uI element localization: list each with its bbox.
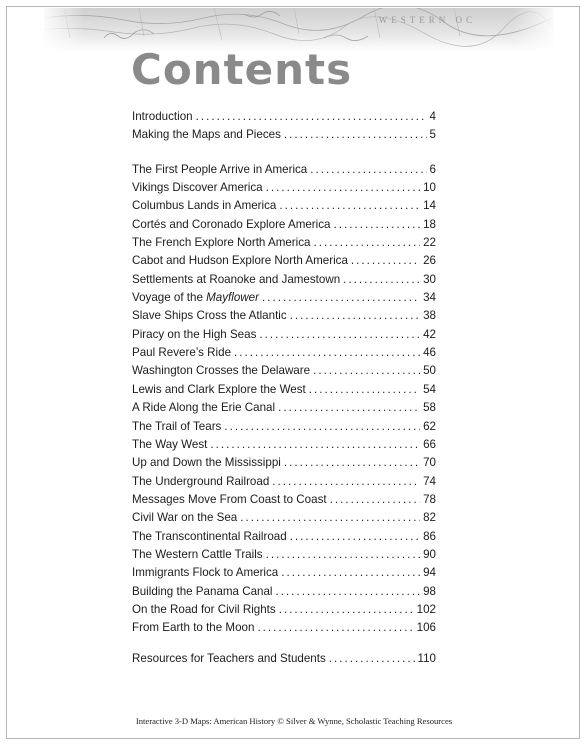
toc-entry-title: Washington Crosses the Delaware — [132, 364, 311, 378]
dot-leader — [234, 346, 420, 359]
toc-row — [132, 254, 436, 272]
dot-leader — [266, 181, 421, 194]
toc-chapter-group — [132, 163, 436, 640]
dot-leader — [276, 585, 421, 598]
toc-entry-title: Messages Move From Coast to Coast — [132, 492, 327, 506]
toc-row — [132, 401, 436, 419]
dot-leader — [259, 328, 420, 341]
toc-entry-title: A Ride Along the Erie Canal — [132, 401, 276, 415]
dot-leader — [240, 511, 420, 524]
toc-entry-title: Columbus Lands in America — [132, 199, 277, 213]
table-of-contents — [132, 110, 436, 670]
dot-leader — [279, 199, 420, 212]
dot-leader — [224, 420, 420, 433]
toc-page-number: 70 — [423, 456, 436, 470]
toc-entry-title: Introduction — [132, 110, 193, 123]
toc-row — [132, 199, 436, 217]
toc-row — [132, 328, 436, 346]
toc-row — [132, 603, 436, 621]
toc-entry-title: Vikings Discover America — [132, 181, 263, 195]
toc-page-number: 74 — [423, 474, 436, 488]
dot-leader — [330, 493, 421, 506]
toc-entry-title-italic: Mayflower — [206, 291, 259, 305]
toc-entry-title: Immigrants Flock to America — [132, 566, 279, 580]
toc-row — [132, 493, 436, 511]
dot-leader — [279, 603, 414, 616]
toc-page-number: 10 — [423, 181, 436, 195]
dot-leader — [257, 621, 413, 634]
toc-page-number: 98 — [423, 584, 436, 598]
toc-row — [132, 548, 436, 566]
toc-entry-title: The Western Cattle Trails — [132, 547, 263, 561]
toc-row — [132, 438, 436, 456]
dot-leader — [278, 401, 420, 414]
toc-page-number: 54 — [423, 382, 436, 396]
toc-entry-title: Building the Panama Canal — [132, 584, 273, 598]
dot-leader — [281, 566, 420, 579]
toc-entry-title: Piracy on the High Seas — [132, 327, 257, 341]
toc-back-group — [132, 652, 436, 670]
dot-leader — [284, 128, 427, 141]
toc-page-number: 30 — [423, 272, 436, 286]
dot-leader — [343, 273, 420, 286]
toc-page-number: 42 — [423, 327, 436, 341]
toc-row — [132, 364, 436, 382]
toc-entry-title: The Trail of Tears — [132, 419, 222, 433]
map-text: WESTERN OC — [378, 15, 476, 25]
toc-entry-title: Making the Maps and Pieces — [132, 128, 281, 142]
toc-entry-title: The French Explore North America — [132, 236, 311, 250]
toc-row — [132, 456, 436, 474]
toc-row — [132, 291, 436, 309]
page-footer: Interactive 3-D Maps: American History © Silver & Wynne, Scholastic Teaching Resources — [135, 716, 453, 726]
toc-page-number: 46 — [423, 346, 436, 360]
toc-entry-title: Settlements at Roanoke and Jamestown — [132, 272, 341, 286]
toc-row — [132, 420, 436, 438]
dot-leader — [290, 309, 420, 322]
toc-page-number: 22 — [423, 236, 436, 250]
dot-leader — [196, 110, 427, 123]
toc-page-number: 50 — [423, 364, 436, 378]
dot-leader — [313, 364, 420, 377]
toc-row — [132, 511, 436, 529]
dot-leader — [266, 548, 421, 561]
toc-row — [132, 181, 436, 199]
toc-front-group — [132, 110, 436, 147]
toc-page-number: 110 — [417, 651, 436, 665]
toc-row — [132, 128, 436, 146]
dot-leader — [329, 652, 415, 665]
toc-page-number: 4 — [429, 110, 436, 123]
toc-entry-title: Cabot and Hudson Explore North America — [132, 254, 348, 268]
toc-entry-title: Up and Down the Mississippi — [132, 456, 281, 470]
toc-page-number: 26 — [423, 254, 436, 268]
dot-leader — [309, 383, 420, 396]
dot-leader — [290, 530, 420, 543]
toc-row — [132, 530, 436, 548]
section-spacer — [132, 640, 436, 652]
toc-entry-title: The Underground Railroad — [132, 474, 270, 488]
toc-entry-title: Paul Revere’s Ride — [132, 346, 232, 360]
toc-row — [132, 621, 436, 639]
toc-page-number: 106 — [416, 621, 436, 635]
toc-entry-title: From Earth to the Moon — [132, 621, 255, 635]
toc-row — [132, 163, 436, 181]
toc-row — [132, 110, 436, 128]
toc-page-number: 94 — [423, 566, 436, 580]
toc-page-number: 38 — [423, 309, 436, 323]
dot-leader — [314, 236, 421, 249]
toc-entry-title: Lewis and Clark Explore the West — [132, 382, 306, 396]
toc-page-number: 5 — [429, 128, 436, 142]
toc-row — [132, 566, 436, 584]
toc-page-number: 66 — [423, 437, 436, 451]
toc-entry-title — [132, 291, 259, 304]
toc-page-number: 82 — [423, 511, 436, 525]
toc-row — [132, 346, 436, 364]
toc-entry-title: Resources for Teachers and Students — [132, 651, 326, 665]
dot-leader — [310, 163, 426, 176]
toc-page-number: 18 — [423, 217, 436, 231]
toc-page-number: 86 — [423, 529, 436, 543]
toc-page-number: 102 — [416, 602, 436, 616]
toc-entry-title: On the Road for Civil Rights — [132, 602, 276, 616]
dot-leader — [272, 475, 420, 488]
toc-row — [132, 383, 436, 401]
toc-entry-title: Cortés and Coronado Explore America — [132, 217, 331, 231]
toc-entry-title: The Transcontinental Railroad — [132, 529, 287, 543]
toc-page-number: 58 — [423, 401, 436, 415]
page-title: Contents — [131, 45, 353, 94]
toc-row — [132, 236, 436, 254]
toc-row — [132, 652, 436, 670]
toc-row — [132, 218, 436, 236]
dot-leader — [262, 291, 420, 304]
section-spacer — [132, 147, 436, 163]
toc-entry-title: Slave Ships Cross the Atlantic — [132, 309, 287, 323]
dot-leader — [351, 254, 420, 267]
toc-page-number: 34 — [423, 291, 436, 305]
toc-page-number: 90 — [423, 547, 436, 561]
toc-row — [132, 273, 436, 291]
toc-page-number: 6 — [429, 162, 436, 176]
toc-entry-title: Civil War on the Sea — [132, 511, 238, 525]
dot-leader — [210, 438, 420, 451]
toc-page-number: 62 — [423, 419, 436, 433]
toc-row — [132, 309, 436, 327]
toc-entry-title-prefix: Voyage of the — [132, 291, 207, 305]
toc-row — [132, 475, 436, 493]
dot-leader — [334, 218, 421, 231]
toc-entry-title: The First People Arrive in America — [132, 162, 308, 176]
dot-leader — [284, 456, 420, 469]
toc-page-number: 78 — [423, 492, 436, 506]
toc-row — [132, 585, 436, 603]
toc-page-number: 14 — [423, 199, 436, 213]
toc-entry-title: The Way West — [132, 437, 208, 451]
